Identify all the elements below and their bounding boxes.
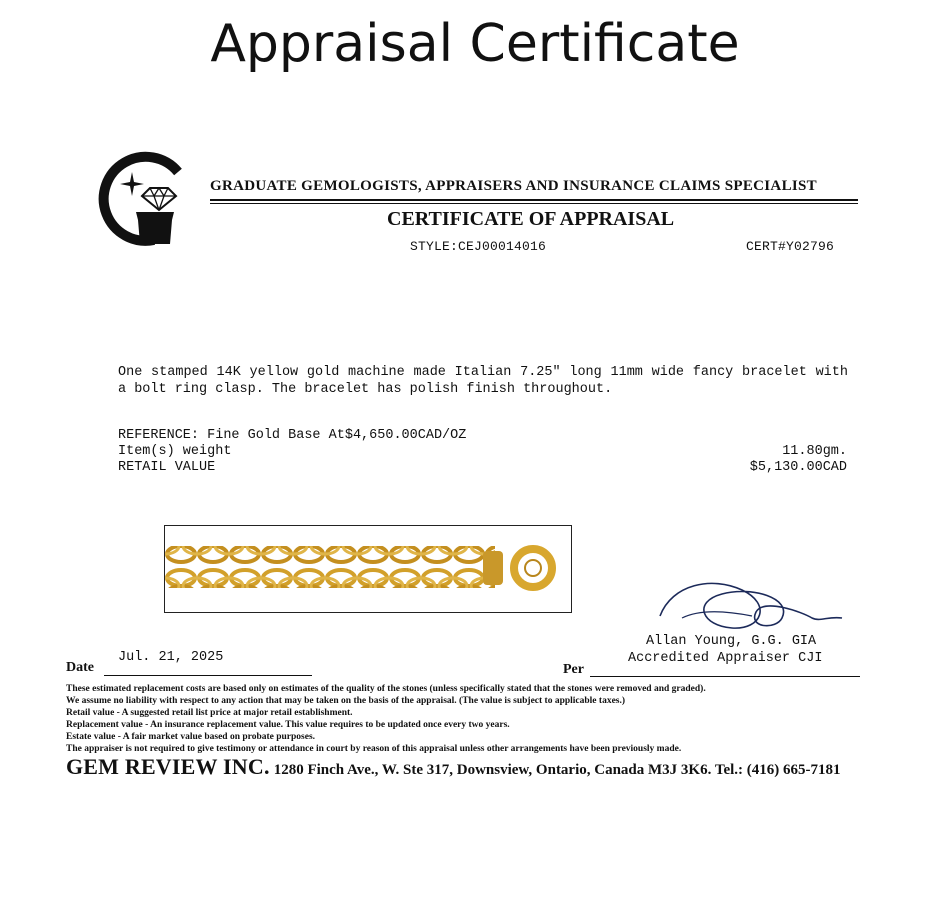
fine-print-2: We assume no liability with respect to any action that may be taken on the basis of the appraisal. (The value is subject to applicable taxes.) (66, 696, 626, 706)
style-number: STYLE:CEJ00014016 (410, 239, 547, 254)
cert-number: CERT#Y02796 (746, 239, 835, 254)
fine-print-1: These estimated replacement costs are based only on estimates of the quality of the stones (unless specifically stated that the stones were removed and graded). (66, 684, 706, 694)
appraiser-name: Allan Young, G.G. GIA (646, 634, 817, 649)
item-description: One stamped 14K yellow gold machine made Italian 7.25" long 11mm wide fancy bracelet with a bolt ring clasp. The bracelet has polish finish throughout. (118, 365, 848, 397)
retail-value: $5,130.00CAD (749, 460, 847, 475)
signature (652, 572, 852, 638)
appraiser-title: Accredited Appraiser CJI (628, 651, 823, 666)
gem-logo (92, 150, 188, 248)
date-value: Jul. 21, 2025 (118, 650, 224, 665)
retail-label: RETAIL VALUE (118, 460, 216, 475)
fine-print-6: The appraiser is not required to give testimony or attendance in court by reason of this appraisal unless other arrangements have been previously made. (66, 744, 682, 754)
weight-label: Item(s) weight (118, 444, 232, 459)
reference-line: REFERENCE: Fine Gold Base At$4,650.00CAD/OZ (118, 428, 467, 443)
fine-print-3: Retail value - A suggested retail list price at major retail establishment. (66, 708, 353, 718)
certificate-title: CERTIFICATE OF APPRAISAL (387, 208, 675, 230)
per-line (590, 676, 860, 677)
per-label: Per (563, 662, 584, 677)
bracelet-photo (164, 525, 572, 613)
company-address: 1280 Finch Ave., W. Ste 317, Downsview, Ontario, Canada M3J 3K6. Tel.: (416) 665-7181 (273, 762, 841, 778)
weight-value: 11.80gm. (782, 444, 847, 459)
date-line (104, 675, 312, 676)
fine-print-5: Estate value - A fair market value based on probate purposes. (66, 732, 316, 742)
bracelet-image (165, 526, 571, 612)
page-title: Appraisal Certificate (210, 14, 740, 74)
header-rule-bottom (210, 203, 858, 204)
date-label: Date (66, 660, 94, 675)
company-footer (66, 754, 841, 780)
company-name: GEM REVIEW INC. (66, 754, 270, 779)
fine-print-4: Replacement value - An insurance replacement value. This value requires to be updated once every two years. (66, 720, 510, 730)
certificate-header: GRADUATE GEMOLOGISTS, APPRAISERS AND INSURANCE CLAIMS SPECIALIST (210, 178, 817, 194)
header-rule-top (210, 199, 858, 201)
